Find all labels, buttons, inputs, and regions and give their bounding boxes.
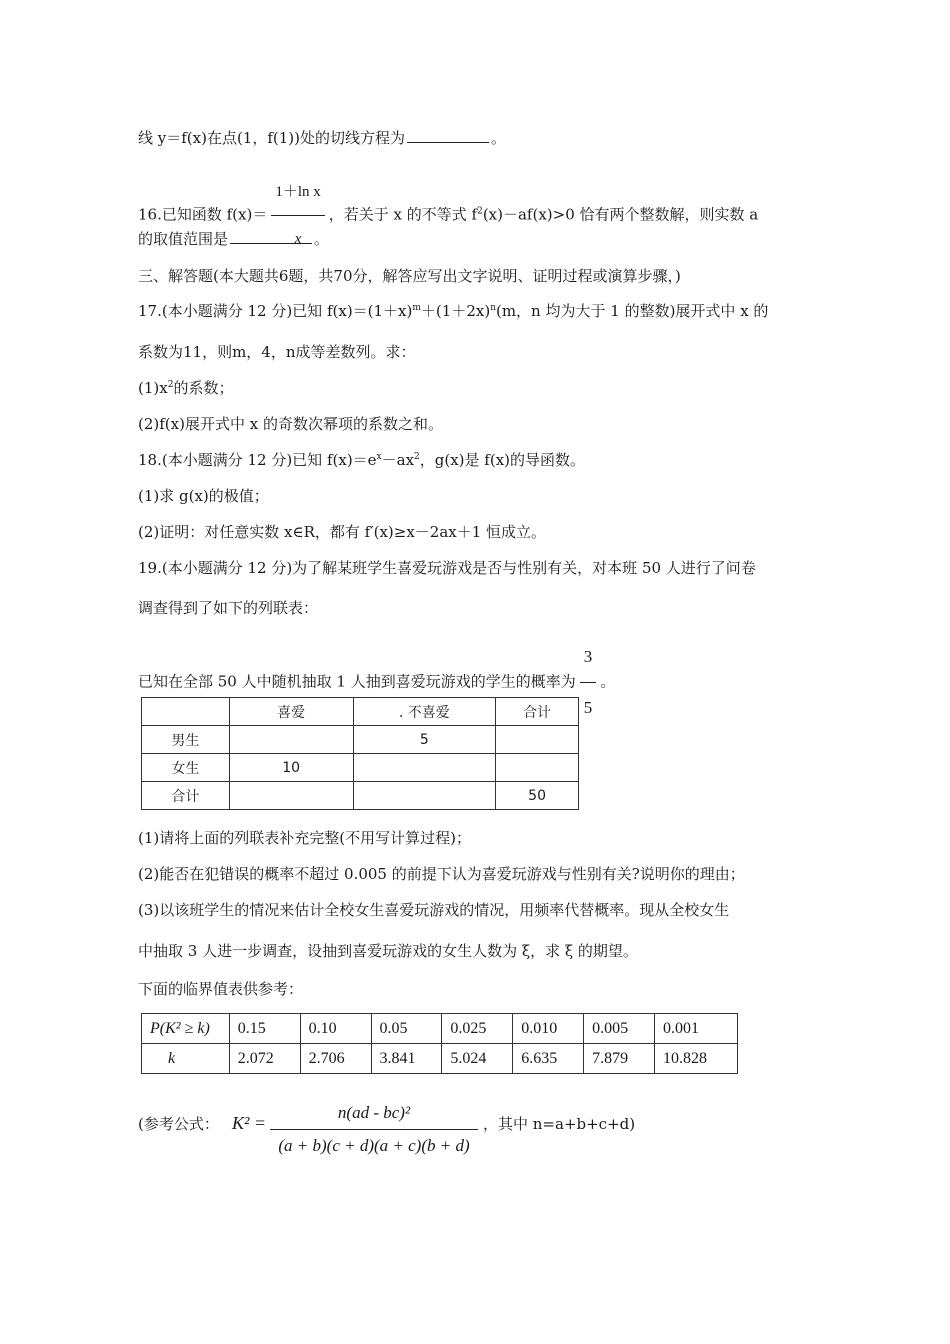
q17-text-a: 17.(本小题满分 12 分)已知 f(x)＝(1＋x) [138,302,413,320]
table-cell: 合计 [496,698,579,726]
q16-cont-text: 的取值范围是 [138,230,229,248]
table-header-row [142,698,579,726]
table-cell [353,754,496,782]
table-cell [142,698,230,726]
q19-prob-fraction [580,635,597,730]
q17-1-text-a: (1)x [138,379,168,397]
formula-numerator: n(ad - bc)² [337,1103,411,1122]
table-cell: 女生 [142,754,230,782]
q19-part1: (1)请将上面的列联表补充完整(不用写计算过程)； [138,829,471,847]
reference-intro: 下面的临界值表供参考： [138,980,304,998]
q19-prob-text: 已知在全部 50 人中随机抽取 1 人抽到喜爱玩游戏的学生的概率为 [138,672,576,691]
table-cell: 喜爱 [229,698,353,726]
q17-continuation: 系数为11，则m，4，n成等差数列。求： [138,343,416,361]
contingency-table [141,697,579,810]
table-cell: P(K² ≥ k) [142,1014,230,1044]
q16-frac-num: 1＋ln x [275,184,321,200]
q17-sup-m: m [412,303,421,313]
q19-continuation: 调查得到了如下的列联表： [138,599,319,617]
q16-text-c: (x)－af(x)>0 恰有两个整数解，则实数 a [482,205,759,224]
table-cell [353,782,496,810]
table-row [142,726,579,754]
q19-part3: (3)以该班学生的情况来估计全校女生喜爱玩游戏的情况，用频率代替概率。现从全校女生 [138,901,730,919]
table-cell [229,726,353,754]
table-cell: k [142,1044,230,1074]
q16-frac-den: x [271,215,324,259]
q16-text-a: 16.已知函数 f(x)＝ [138,205,268,224]
q19-frac-num: 3 [583,647,593,666]
table-cell: 0.001 [655,1014,738,1044]
table-cell: 5.024 [442,1044,513,1074]
q18-part2: (2)证明：对任意实数 x∈R，都有 f′(x)≥x－2ax＋1 恒成立。 [138,523,547,541]
q16-cont-end: 。 [314,230,330,248]
table-cell: 50 [496,782,579,810]
table-cell: 2.072 [229,1044,300,1074]
table-cell: 2.706 [300,1044,371,1074]
answer-blank-15 [407,128,489,143]
q19-part2: (2)能否在犯错误的概率不超过 0.005 的前提下认为喜爱玩游戏与性别有关?说明你的理由； [138,865,745,883]
q17-1-sup: 2 [167,380,174,390]
q16-sup: 2 [477,206,483,217]
table-cell [496,754,579,782]
table-row [142,754,579,782]
q17-part1 [138,378,233,398]
formula-tail: ，其中 n=a+b+c+d) [483,1115,636,1133]
table-cell [496,726,579,754]
q18-text-b: －ax [381,451,415,469]
q16-text-b: ，若关于 x 的不等式 f [328,205,478,224]
q15-continuation [138,128,506,148]
table-cell: 0.05 [371,1014,442,1044]
table-cell [229,782,353,810]
table-cell: 7.879 [584,1044,655,1074]
table-cell: 0.10 [300,1014,371,1044]
critical-value-table [141,1013,738,1074]
q19-line: 19.(本小题满分 12 分)为了解某班学生喜爱玩游戏是否与性别有关，对本班 50 人进行了问卷 [138,559,756,577]
q17-text-c: (m，n 均为大于 1 的整数)展开式中 x 的 [495,302,769,320]
q18-part1: (1)求 g(x)的极值； [138,487,269,505]
q17-1-text-b: 的系数； [173,379,234,397]
table-cell: 0.005 [584,1014,655,1044]
q18-sup-2: 2 [414,452,420,462]
q16-continuation [138,229,329,249]
q19-prob-end: 。 [600,672,616,691]
answer-blank-16 [230,229,312,244]
formula-lhs: K² = [232,1113,267,1133]
table-row [142,1044,738,1074]
q18-text-a: 18.(本小题满分 12 分)已知 f(x)＝e [138,451,377,469]
q17-sup-n: n [490,303,496,313]
table-cell: 0.15 [229,1014,300,1044]
table-cell: 0.025 [442,1014,513,1044]
table-cell: 合计 [142,782,230,810]
table-row [142,1014,738,1044]
formula-fraction [270,1103,478,1156]
q18-sup-x: x [376,452,382,462]
q18-text-c: ，g(x)是 f(x)的导函数。 [419,451,586,469]
table-cell: 3.841 [371,1044,442,1074]
formula-label: (参考公式： [138,1115,219,1133]
q18-line [138,450,585,470]
q15-text: 线 y＝f(x)在点(1，f(1))处的切线方程为 [138,129,406,147]
q15-end: 。 [491,129,507,147]
table-cell: 6.635 [513,1044,584,1074]
table-cell: 0.010 [513,1014,584,1044]
q17-part2: (2)f(x)展开式中 x 的奇数次幂项的系数之和。 [138,415,443,433]
table-cell: . 不喜爱 [353,698,496,726]
formula-denominator: (a + b)(c + d)(a + c)(b + d) [270,1129,478,1156]
table-cell: 10.828 [655,1044,738,1074]
q19-part3-continuation: 中抽取 3 人进一步调查，设抽到喜爱玩游戏的女生人数为 ξ，求 ξ 的期望。 [138,942,638,960]
table-row [142,782,579,810]
q17-line [138,301,768,321]
q19-frac-den: 5 [580,682,597,730]
section-3-heading: 三、解答题(本大题共6题，共70分，解答应写出文字说明、证明过程或演算步骤，) [138,267,681,285]
table-cell: 10 [229,754,353,782]
table-cell: 5 [353,726,496,754]
table-cell: 男生 [142,726,230,754]
q17-text-b: ＋(1＋2x) [420,302,491,320]
